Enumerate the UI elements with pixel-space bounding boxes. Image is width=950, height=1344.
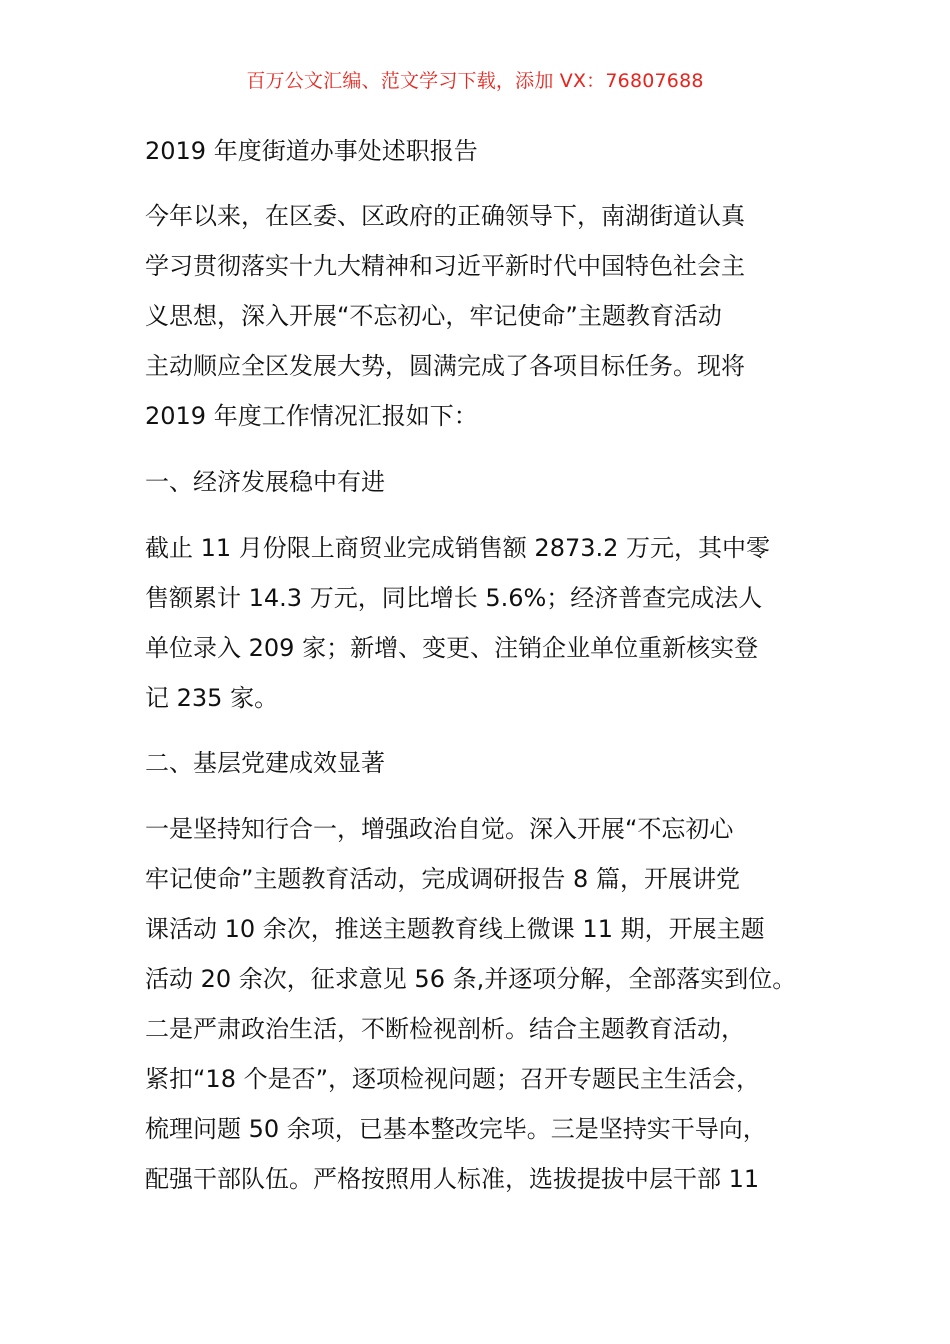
section-heading-party-building: 二、基层党建成效显著 — [145, 749, 385, 777]
section2-line: 课活动 10 余次，推送主题教育线上微课 11 期，开展主题 — [145, 915, 765, 943]
intro-line: 今年以来，在区委、区政府的正确领导下，南湖街道认真 — [145, 202, 745, 230]
header-banner: 百万公文汇编、范文学习下载，添加 VX：76807688 — [246, 70, 704, 92]
section-heading-economy: 一、经济发展稳中有进 — [145, 468, 385, 496]
section2-line: 紧扣“18 个是否”，逐项检视问题；召开专题民主生活会， — [145, 1065, 761, 1093]
document-title: 2019 年度街道办事处述职报告 — [145, 137, 478, 165]
section1-line: 售额累计 14.3 万元，同比增长 5.6%；经济普查完成法人 — [145, 584, 763, 612]
section1-line: 单位录入 209 家；新增、变更、注销企业单位重新核实登 — [145, 634, 759, 662]
intro-line: 义思想，深入开展“不忘初心，牢记使命”主题教育活动 — [145, 302, 722, 330]
intro-line: 学习贯彻落实十九大精神和习近平新时代中国特色社会主 — [145, 252, 745, 280]
section2-line: 一是坚持知行合一，增强政治自觉。深入开展“不忘初心 — [145, 815, 734, 843]
section2-line: 配强干部队伍。严格按照用人标准，选拔提拔中层干部 11 — [145, 1165, 760, 1193]
intro-line: 主动顺应全区发展大势，圆满完成了各项目标任务。现将 — [145, 352, 745, 380]
section2-line: 牢记使命”主题教育活动，完成调研报告 8 篇，开展讲党 — [145, 865, 740, 893]
section2-line: 梳理问题 50 余项，已基本整改完毕。三是坚持实干导向， — [145, 1115, 767, 1143]
section1-line: 截止 11 月份限上商贸业完成销售额 2873.2 万元，其中零 — [145, 534, 771, 562]
section2-line: 活动 20 余次，征求意见 56 条,并逐项分解，全部落实到位。 — [145, 965, 797, 993]
section2-line: 二是严肃政治生活，不断检视剖析。结合主题教育活动， — [145, 1015, 745, 1043]
section1-line: 记 235 家。 — [145, 684, 279, 712]
intro-line: 2019 年度工作情况汇报如下： — [145, 402, 478, 430]
